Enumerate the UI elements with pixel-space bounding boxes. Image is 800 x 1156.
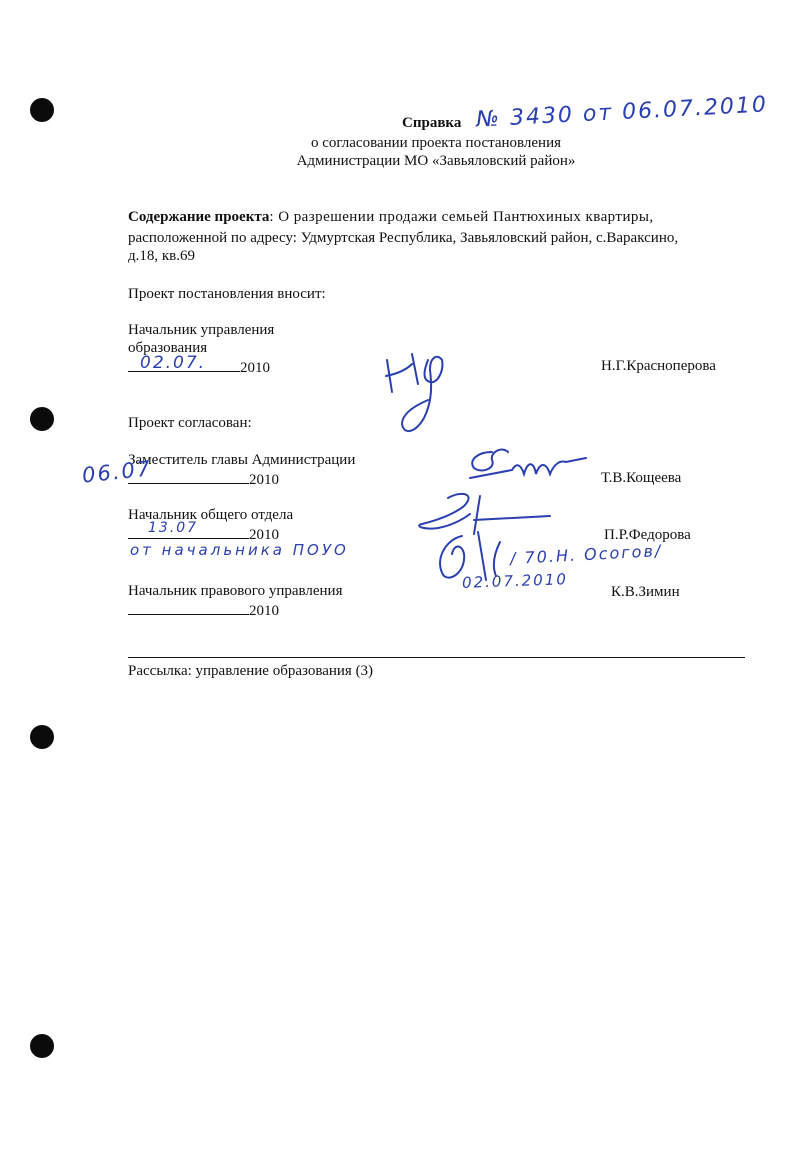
punch-hole xyxy=(30,725,54,749)
approver-position: Заместитель главы Администрации xyxy=(128,452,356,468)
handwritten-date: 13.07 xyxy=(148,520,199,536)
approver-name: К.В.Зимин xyxy=(611,584,680,600)
introduced-heading: Проект постановления вносит: xyxy=(128,286,326,302)
handwritten-note: от начальника ПОУО xyxy=(130,541,349,559)
handwritten-date-note: 02.07.2010 xyxy=(461,570,569,592)
doc-title: Справка xyxy=(402,115,462,131)
approver-name: П.Р.Федорова xyxy=(604,527,691,543)
content-label: Содержание проекта xyxy=(128,209,270,225)
distribution-list: Рассылка: управление образования (3) xyxy=(128,663,374,679)
year: 2010 xyxy=(249,472,279,488)
content-line3: д.18, кв.69 xyxy=(128,248,196,264)
doc-subtitle-line1: о согласовании проекта постановления xyxy=(310,135,562,151)
handwritten-date: 02.07. xyxy=(140,353,207,373)
content-line1 xyxy=(128,208,745,226)
introducer-position-line2: образования xyxy=(128,340,208,356)
separator-line xyxy=(128,657,745,658)
introducer-position-line1: Начальник управления xyxy=(128,322,275,338)
punch-hole xyxy=(30,1034,54,1058)
signature-koshcheeva xyxy=(462,440,592,490)
agreed-heading: Проект согласован: xyxy=(128,415,252,431)
signature-krasnoperova xyxy=(372,340,482,450)
handwritten-note: / 70.Н. Осогов/ xyxy=(509,541,663,568)
year: 2010 xyxy=(240,360,270,376)
introducer-name: Н.Г.Красноперова xyxy=(601,358,716,374)
year: 2010 xyxy=(249,527,279,543)
content-text: : О разрешении продажи семьей Пантюхиных квартиры, xyxy=(269,209,654,225)
content-line2: расположенной по адресу: Удмуртская Республика, Завьяловский район, с.Вараксино, xyxy=(128,230,679,246)
approver-position: Начальник правового управления xyxy=(128,583,343,599)
handwritten-doc-number: № 3430 от 06.07.2010 xyxy=(475,92,769,133)
doc-subtitle-line2: Администрации МО «Завьяловский район» xyxy=(296,153,576,169)
approver-date-line xyxy=(128,600,279,620)
date-blank xyxy=(128,600,249,615)
handwritten-date: 06.07 xyxy=(80,456,154,488)
signature-fedorova xyxy=(404,484,564,584)
approver-position: Начальник общего отдела xyxy=(128,507,294,523)
year: 2010 xyxy=(249,603,279,619)
approver-name: Т.В.Кощеева xyxy=(601,470,682,486)
punch-hole xyxy=(30,98,54,122)
punch-hole xyxy=(30,407,54,431)
